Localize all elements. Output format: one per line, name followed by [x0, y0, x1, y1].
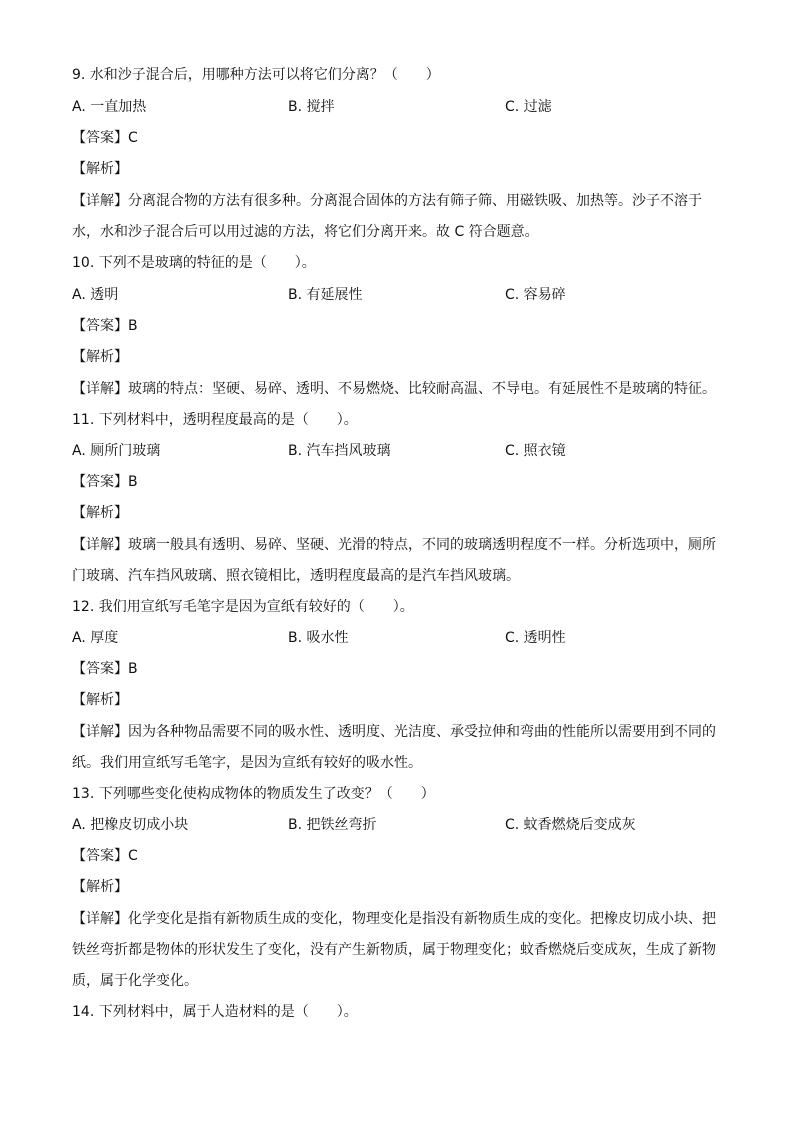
question-13-detail-line-2: 铁丝弯折都是物体的形状发生了变化，没有产生新物质，属于物理变化；蚊香燃烧后变成灰，生成了新物	[72, 942, 716, 958]
question-13-detail-line-1: 【详解】化学变化是指有新物质生成的变化，物理变化是指没有新物质生成的变化。把橡皮切成小块、把	[72, 911, 716, 927]
question-13-analysis-label: 【解析】	[72, 879, 128, 895]
question-12-detail-line-2: 纸。我们用宣纸写毛笔字，是因为宣纸有较好的吸水性。	[72, 755, 422, 771]
question-11-options	[72, 440, 722, 462]
question-12-detail-line-1: 【详解】因为各种物品需要不同的吸水性、透明度、光洁度、承受拉伸和弯曲的性能所以需要用到不同的	[72, 724, 716, 740]
option-a: A. 厕所门玻璃	[72, 443, 161, 459]
option-b: B. 汽车挡风玻璃	[288, 443, 391, 459]
question-11-answer: 【答案】B	[72, 474, 138, 490]
option-a: A. 把橡皮切成小块	[72, 817, 189, 833]
option-b: B. 吸水性	[288, 630, 349, 646]
question-9-options	[72, 96, 722, 118]
option-b: B. 把铁丝弯折	[288, 817, 377, 833]
question-12-analysis-label: 【解析】	[72, 692, 128, 708]
question-13-answer: 【答案】C	[72, 848, 138, 864]
option-b: B. 有延展性	[288, 287, 363, 303]
question-12-answer: 【答案】B	[72, 661, 138, 677]
question-12-stem: 12. 我们用宣纸写毛笔字是因为宣纸有较好的（ ）。	[72, 599, 414, 615]
option-c: C. 照衣镜	[505, 443, 566, 459]
question-13-options	[72, 814, 722, 836]
question-9-analysis-label: 【解析】	[72, 161, 128, 177]
question-14-stem: 14. 下列材料中，属于人造材料的是（ ）。	[72, 1004, 358, 1020]
question-10-detail-line-1: 【详解】玻璃的特点：坚硬、易碎、透明、不易燃烧、比较耐高温、不导电。有延展性不是玻璃的特征。	[72, 381, 716, 397]
question-11-detail-line-1: 【详解】玻璃一般具有透明、易碎、坚硬、光滑的特点，不同的玻璃透明程度不一样。分析选项中，厕所	[72, 537, 716, 553]
question-10-analysis-label: 【解析】	[72, 349, 128, 365]
option-c: C. 透明性	[505, 630, 566, 646]
question-9-detail-line-2: 水，水和沙子混合后可以用过滤的方法，将它们分离开来。故 C 符合题意。	[72, 224, 539, 240]
question-9-detail-line-1: 【详解】分离混合物的方法有很多种。分离混合固体的方法有筛子筛、用磁铁吸、加热等。沙子不溶于	[72, 193, 702, 209]
question-9-stem: 9. 水和沙子混合后，用哪种方法可以将它们分离？（ ）	[72, 67, 440, 83]
question-12-options	[72, 627, 722, 649]
option-a: A. 厚度	[72, 630, 119, 646]
question-9-answer: 【答案】C	[72, 130, 138, 146]
option-c: C. 容易碎	[505, 287, 566, 303]
question-13-stem: 13. 下列哪些变化使构成物体的物质发生了改变？（ ）	[72, 786, 435, 802]
question-13-detail-line-3: 质，属于化学变化。	[72, 973, 198, 989]
question-10-answer: 【答案】B	[72, 318, 138, 334]
option-a: A. 一直加热	[72, 99, 147, 115]
option-c: C. 过滤	[505, 99, 552, 115]
option-c: C. 蚊香燃烧后变成灰	[505, 817, 636, 833]
option-b: B. 搅拌	[288, 99, 335, 115]
question-10-options	[72, 284, 722, 306]
question-10-stem: 10. 下列不是玻璃的特征的是（ ）。	[72, 255, 316, 271]
option-a: A. 透明	[72, 287, 119, 303]
question-11-stem: 11. 下列材料中，透明程度最高的是（ ）。	[72, 412, 358, 428]
question-11-detail-line-2: 门玻璃、汽车挡风玻璃、照衣镜相比，透明程度最高的是汽车挡风玻璃。	[72, 568, 520, 584]
question-11-analysis-label: 【解析】	[72, 505, 128, 521]
